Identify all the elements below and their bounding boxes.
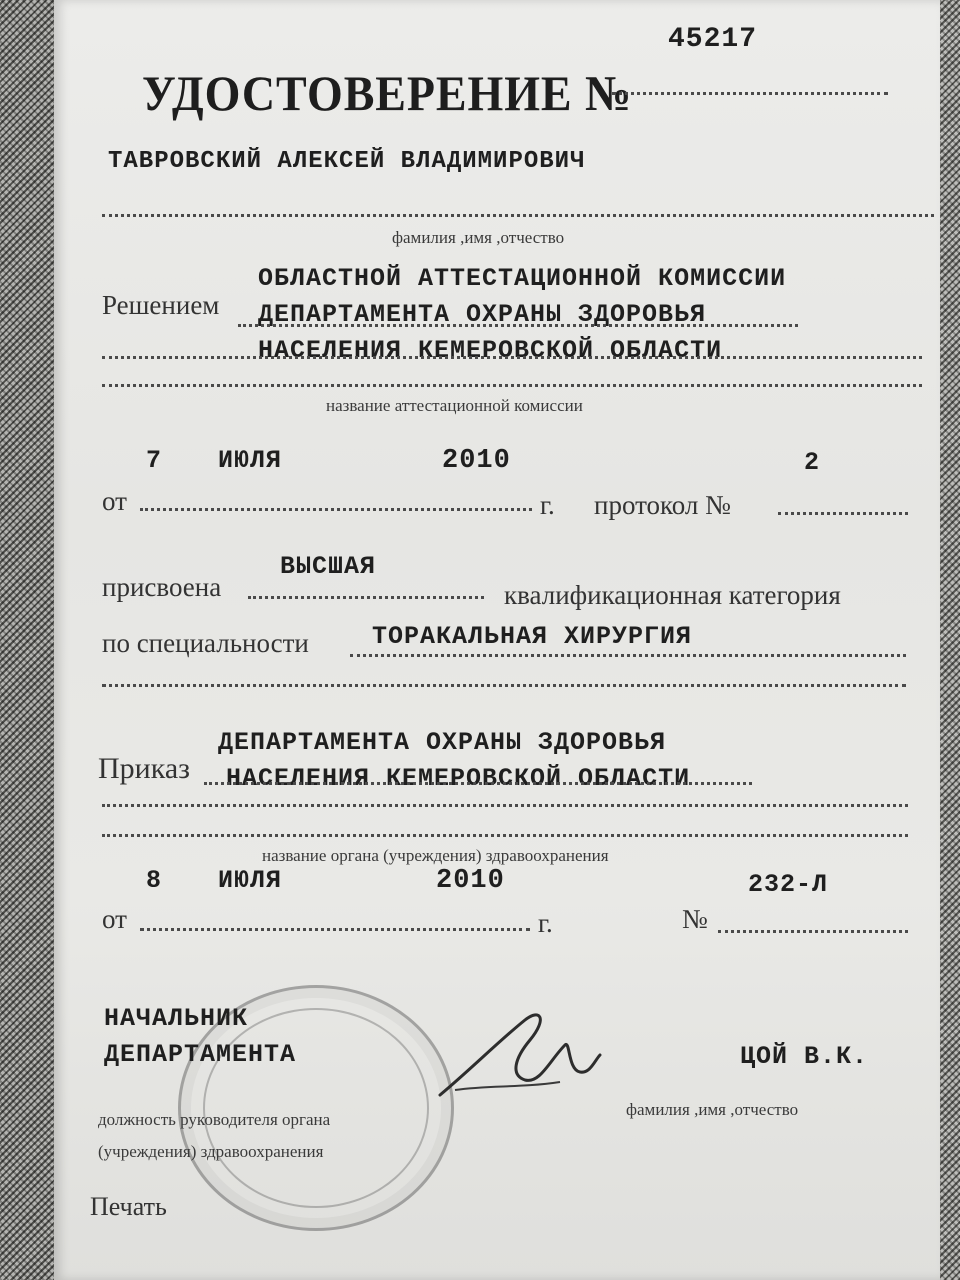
order-dotted-line-1 bbox=[204, 782, 752, 785]
order-number-label: № bbox=[682, 904, 708, 934]
order-year-suffix: г. bbox=[538, 908, 553, 938]
signatory-position-caption-2: (учреждения) здравоохранения bbox=[98, 1142, 324, 1161]
protocol-year-suffix: г. bbox=[540, 490, 555, 520]
order-from-label: от bbox=[102, 904, 127, 934]
full-name-dotted-line bbox=[102, 214, 934, 217]
order-organ-line-1: ДЕПАРТАМЕНТА ОХРАНЫ ЗДОРОВЬЯ bbox=[218, 728, 667, 757]
protocol-from-label: от bbox=[102, 486, 127, 516]
protocol-number: 2 bbox=[804, 448, 821, 477]
specialty-dotted-line-1 bbox=[350, 654, 906, 657]
decorative-border-right bbox=[938, 0, 960, 1280]
handwritten-signature bbox=[430, 1000, 610, 1110]
commission-dotted-line-3 bbox=[102, 384, 922, 387]
specialty-value: ТОРАКАЛЬНАЯ ХИРУРГИЯ bbox=[372, 622, 693, 651]
protocol-year: 2010 bbox=[442, 446, 511, 476]
order-dotted-line-3 bbox=[102, 834, 908, 837]
signatory-name: ЦОЙ В.К. bbox=[740, 1042, 869, 1071]
category-suffix: квалификационная категория bbox=[504, 580, 841, 610]
order-number-dotted-line bbox=[718, 930, 908, 933]
commission-dotted-line-1 bbox=[238, 324, 798, 327]
commission-dotted-line-2 bbox=[102, 356, 922, 359]
category-value: ВЫСШАЯ bbox=[280, 552, 377, 581]
commission-caption: название аттестационной комиссии bbox=[326, 396, 583, 415]
number-dotted-line bbox=[612, 92, 888, 95]
order-day: 8 bbox=[146, 866, 163, 895]
decorative-border-left bbox=[0, 0, 62, 1280]
order-dotted-line-2 bbox=[102, 804, 908, 807]
commission-line-3: НАСЕЛЕНИЯ КЕМЕРОВСКОЙ ОБЛАСТИ bbox=[258, 336, 723, 365]
signatory-position-caption: должность руководителя органа bbox=[98, 1110, 331, 1129]
decision-label: Решением bbox=[102, 290, 220, 320]
commission-line-2: ДЕПАРТАМЕНТА ОХРАНЫ ЗДОРОВЬЯ bbox=[258, 300, 707, 329]
protocol-number-dotted-line bbox=[778, 512, 908, 515]
seal-label: Печать bbox=[90, 1192, 167, 1221]
protocol-day: 7 bbox=[146, 446, 163, 475]
protocol-label: протокол № bbox=[594, 490, 731, 520]
full-name-value: ТАВРОВСКИЙ АЛЕКСЕЙ ВЛАДИМИРОВИЧ bbox=[108, 148, 586, 175]
signatory-name-caption: фамилия ,имя ,отчество bbox=[626, 1100, 799, 1119]
specialty-label: по специальности bbox=[102, 628, 309, 658]
order-month: ИЮЛЯ bbox=[218, 866, 283, 895]
order-caption: название органа (учреждения) здравоохранения bbox=[262, 846, 609, 865]
full-name-caption: фамилия ,имя ,отчество bbox=[392, 228, 565, 247]
category-dotted-line bbox=[248, 596, 484, 599]
signatory-position-line-1: НАЧАЛЬНИК bbox=[104, 1004, 249, 1033]
order-year: 2010 bbox=[436, 866, 505, 896]
order-date-dotted-line bbox=[140, 928, 530, 931]
order-number: 232-Л bbox=[748, 870, 829, 899]
commission-line-1: ОБЛАСТНОЙ АТТЕСТАЦИОННОЙ КОМИССИИ bbox=[258, 264, 787, 293]
category-assigned-label: присвоена bbox=[102, 572, 222, 602]
certificate-number: 45217 bbox=[668, 24, 758, 55]
certificate-title: УДОСТОВЕРЕНИЕ № bbox=[142, 65, 633, 121]
specialty-dotted-line-2 bbox=[102, 684, 906, 687]
order-label: Приказ bbox=[98, 752, 191, 785]
order-organ-line-2: НАСЕЛЕНИЯ КЕМЕРОВСКОЙ ОБЛАСТИ bbox=[226, 764, 691, 793]
protocol-date-dotted-line bbox=[140, 508, 532, 511]
signatory-position-line-2: ДЕПАРТАМЕНТА bbox=[104, 1040, 297, 1069]
protocol-month: ИЮЛЯ bbox=[218, 446, 283, 475]
